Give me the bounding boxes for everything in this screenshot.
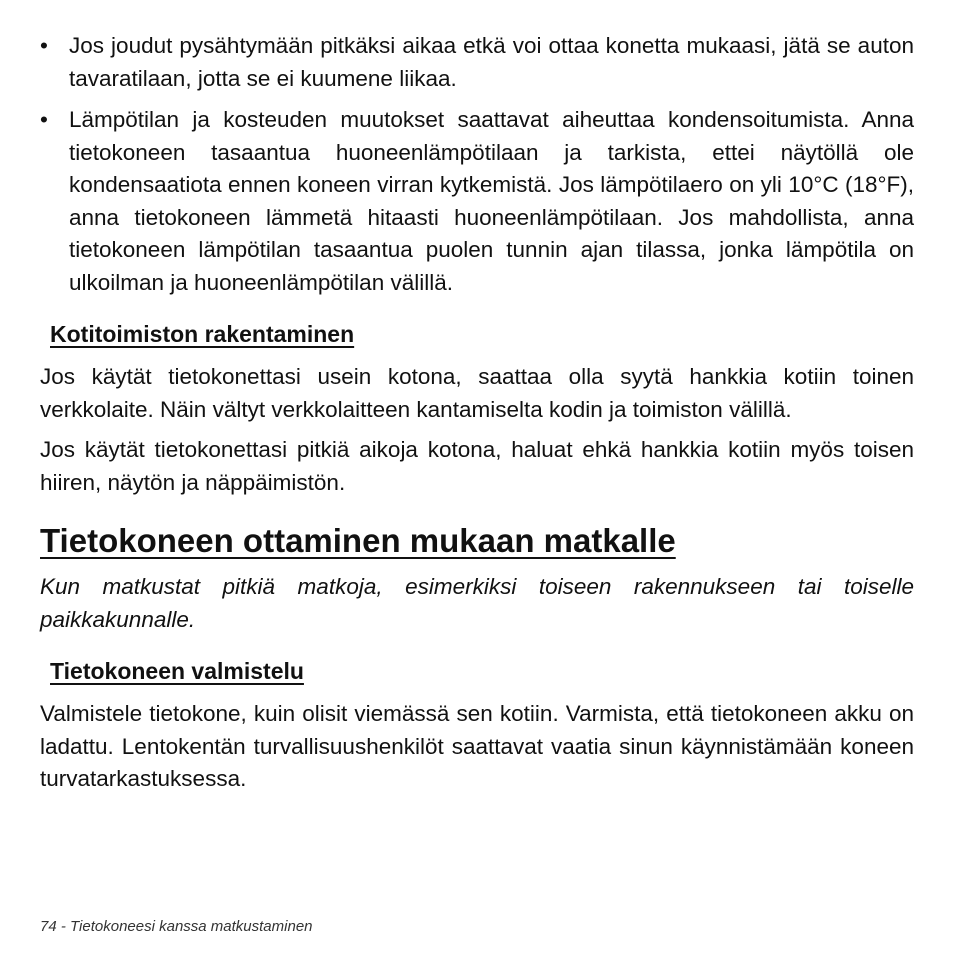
section-heading-home-office: Kotitoimiston rakentaminen [50, 321, 355, 347]
bullet-item [40, 30, 914, 95]
paragraph: Jos käytät tietokonettasi usein kotona, saattaa olla syytä hankkia kotiin toinen verkkolaite. Näin vältyt verkkolaitteen kantamiselta kodin ja toimiston välillä. [40, 364, 914, 422]
intro-paragraph: Kun matkustat pitkiä matkoja, esimerkiksi toiseen rakennukseen tai toiselle paikkakunnalle. [40, 574, 914, 632]
section-heading-preparation: Tietokoneen valmistelu [50, 658, 304, 684]
bullet-list [40, 30, 914, 299]
bullet-text: Jos joudut pysähtymään pitkäksi aikaa etkä voi ottaa konetta mukaasi, jätä se auton tavaratilaan, jotta se ei kuumene liikaa. [69, 33, 914, 91]
bullet-icon: • [40, 107, 48, 132]
bullet-text: Lämpötilan ja kosteuden muutokset saattavat aiheuttaa kondensoitumista. Anna tietokoneen tasaantua huoneenlämpötilaan ja tarkista, ettei näytöllä ole kondensaatiota ennen koneen virran kytkemistä. Jos lämpötilaero on yli 10°C (18°F), anna tietokoneen lämmetä hitaasti huoneenlämpötilaan. Jos mahdollista, anna tietokoneen lämpötilan tasaantua puolen tunnin ajan tilassa, jonka lämpötila on ulkoilman ja huoneenlämpötilan välillä. [69, 107, 914, 295]
chapter-heading: Tietokoneen ottaminen mukaan matkalle [40, 522, 676, 559]
document-page [40, 30, 914, 796]
bullet-item [40, 104, 914, 299]
paragraph: Valmistele tietokone, kuin olisit viemässä sen kotiin. Varmista, että tietokoneen akku on ladattu. Lentokentän turvallisuushenkilöt saattavat vaatia sinun käynnistämään koneen turvatarkastuksessa. [40, 701, 914, 791]
bullet-icon: • [40, 33, 48, 58]
paragraph: Jos käytät tietokonettasi pitkiä aikoja kotona, haluat ehkä hankkia kotiin myös toisen hiiren, näytön ja näppäimistön. [40, 437, 914, 495]
page-footer: 74 - Tietokoneesi kanssa matkustaminen [40, 918, 313, 935]
